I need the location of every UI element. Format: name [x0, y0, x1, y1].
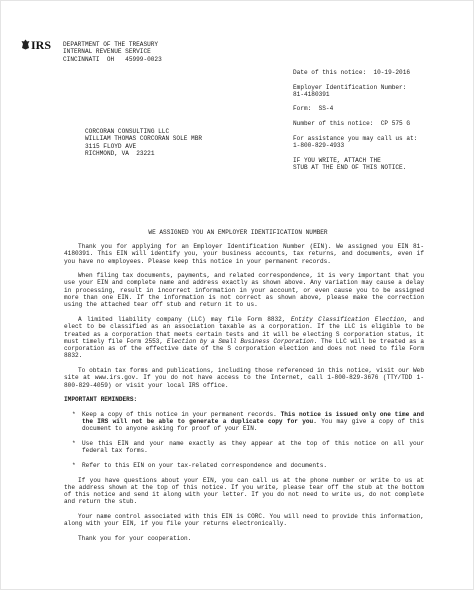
paragraph-questions: If you have questions about your EIN, you can call us at the phone number or write to us at the address shown at the top of this notice. If you write, please tear off the stub at the bottom of this notice and send it along with your letter. If you do not need to write us, do not complete and return the stub. — [64, 476, 424, 506]
reminders-list — [64, 411, 424, 469]
paragraph-llc-election: A limited liability company (LLC) may file Form 8832, Entity Classification Election, and elect to be classified as an association taxable as a corporation. If the LLC is eligible to be treated as a corporation that meets certain tests and it will be electing S corporation status, it must timely file Form 2553, Election by a Small Business Corporation. The LLC will be treated as a corporation as of the effective date of the S corporation election and does not need to file Form 8832. — [64, 315, 424, 360]
department-address — [63, 41, 162, 63]
paragraph-thanks: Thank you for your cooperation. — [78, 534, 192, 542]
paragraph-tax-forms: To obtain tax forms and publications, including those referenced in this notice, visit our Web site at www.irs.gov. If you do not have access to the Internet, call 1-800-829-3676 (TTY/TDD 1-800-829-4059) or visit your local IRS office. — [64, 367, 424, 389]
address-line: 3115 FLOYD AVE — [85, 142, 137, 150]
reminder-item: * Refer to this EIN on your tax-related correspondence and documents. — [72, 461, 328, 469]
eagle-seal-icon — [21, 39, 30, 50]
form-number: Form: SS-4 — [293, 105, 334, 113]
department-line: INTERNAL REVENUE SERVICE — [63, 48, 151, 56]
reminder-item: * Keep a copy of this notice in your permanent records. This notice is issued only one time and the IRS will not be able to generate a duplicate copy for you. You may give a copy of this document to anyone asking for proof of your EIN. — [72, 410, 424, 433]
address-line: WILLIAM THOMAS CORCORAN SOLE MBR — [85, 135, 203, 143]
bullet-icon: * — [72, 410, 76, 418]
irs-logo-text: IRS — [31, 38, 52, 52]
write-instruction: IF YOU WRITE, ATTACH THE — [293, 156, 381, 164]
notice-date: Date of this notice: 10-19-2016 — [293, 69, 411, 76]
recipient-address — [85, 128, 202, 157]
assistance-label: For assistance you may call us at: — [293, 134, 418, 142]
notice-info — [293, 69, 417, 171]
department-line: DEPARTMENT OF THE TREASURY — [63, 41, 159, 48]
notice-number: Number of this notice: CP 575 G — [293, 120, 411, 128]
notice-body — [64, 243, 424, 549]
bullet-icon: * — [72, 440, 76, 448]
write-instruction: STUB AT THE END OF THIS NOTICE. — [293, 163, 407, 171]
paragraph-filing-instructions: When filing tax documents, payments, and related correspondence, it is very important that you use your EIN and complete name and address exactly as shown above. Any variation may cause a delay in processing, result in incorrect information in your account, or even cause you to be assigned more than one EIN. If the information is not correct as shown above, please make the correction using the attached tear off stub and return it to us. — [64, 272, 424, 309]
paragraph-ein-assigned: Thank you for applying for an Employer Identification Number (EIN). We assigned you EIN 81-4180391. This EIN will identify you, your business accounts, tax returns, and documents, even if you have no employees. Please keep this notice in your permanent records. — [64, 243, 424, 265]
assistance-phone: 1-800-829-4933 — [293, 141, 345, 149]
ein-label: Employer Identification Number: — [293, 83, 407, 91]
notice-heading: WE ASSIGNED YOU AN EMPLOYER IDENTIFICATION NUMBER — [148, 229, 328, 236]
paragraph-name-control: Your name control associated with this EIN is CORC. You will need to provide this information, along with your EIN, if you file your returns electronically. — [64, 512, 424, 528]
irs-logo — [21, 39, 51, 51]
reminders-title: IMPORTANT REMINDERS: — [64, 396, 138, 404]
department-line: CINCINNATI OH 45999-0023 — [63, 55, 162, 63]
address-line: CORCORAN CONSULTING LLC — [85, 128, 170, 135]
address-line: RICHMOND, VA 23221 — [85, 149, 155, 157]
reminder-item: * Use this EIN and your name exactly as they appear at the top of this notice on all your federal tax forms. — [72, 440, 424, 455]
bullet-icon: * — [72, 461, 76, 469]
ein-value: 81-4180391 — [293, 90, 330, 98]
